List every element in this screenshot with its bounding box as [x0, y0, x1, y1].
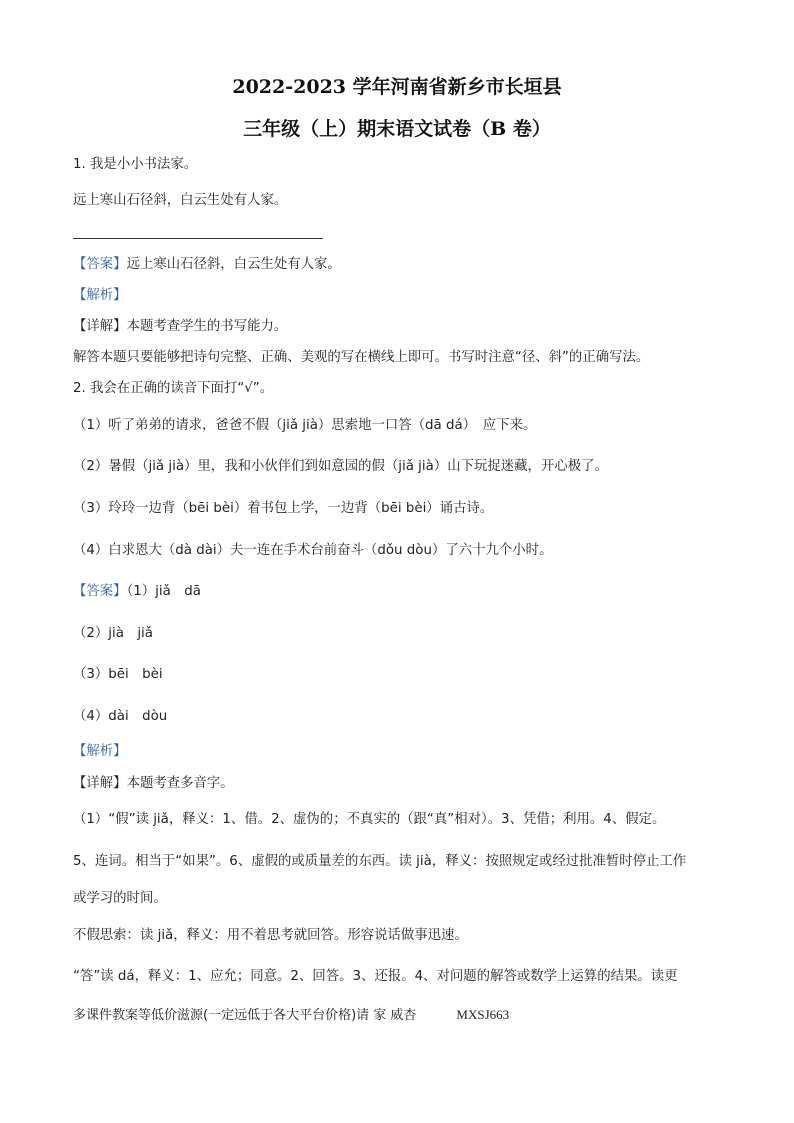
- q1-answer: [73, 256, 341, 274]
- q1-detail: [73, 318, 287, 336]
- q2-item: （4）白求恩大（dà dài）夫一连在手术台前奋斗（dǒu dòu）了六十九个小时。: [73, 543, 553, 558]
- detail-text: 本题考查学生的书写能力。: [126, 319, 288, 334]
- q2-answer-item: （4）dài dòu: [73, 709, 168, 724]
- q1-analysis-tag: 【解析】: [73, 288, 127, 303]
- q2-detail: [73, 775, 234, 793]
- q1-explain: 解答本题只要能够把诗句完整、正确、美观的写在横线上即可。书写时注意“径、斜”的正确写法。: [73, 350, 650, 365]
- answer-tag: 【答案】: [73, 257, 127, 272]
- q1-poem: 远上寒山石径斜，白云生处有人家。: [73, 193, 288, 208]
- q2-item: （1）听了弟弟的请求，爸爸不假（jiǎ jià）思索地一口答（dā dá） 应下来。: [73, 418, 537, 433]
- q2-explain-line: “答”读 dá，释义：1、应允；同意。2、回答。3、还报。4、对问题的解答或数学上运算的结果。读更: [73, 969, 678, 984]
- detail-tag: 【详解】: [73, 776, 127, 791]
- answer-blank-line: [73, 238, 323, 239]
- q2-answer-item: （2）jià jiǎ: [73, 626, 153, 641]
- q2-analysis-tag: 【解析】: [73, 744, 127, 759]
- title-line-1: 2022-2023 学年河南省新乡市长垣县: [232, 76, 562, 98]
- q2-explain-line: 不假思索：读 jiǎ，释义：用不着思考就回答。形容说话做事迅速。: [73, 928, 468, 943]
- footer-text: 多课件教案等低价滋源(一定远低于各大平台价格)请 家 威杏: [73, 1008, 417, 1023]
- q2-answer-item: （3）bēi bèi: [73, 667, 163, 682]
- detail-text: 本题考查多音字。: [126, 776, 234, 791]
- q2-item: （3）玲玲一边背（bēi bèi）着书包上学，一边背（bēi bèi）诵古诗。: [73, 501, 494, 516]
- q2-item: （2）暑假（jiǎ jià）里，我和小伙伴们到如意园的假（jiǎ jià）山下玩捉迷藏，开心极了。: [73, 459, 608, 474]
- q2-explain-line: 或学习的时间。: [73, 891, 167, 906]
- answer-tag: 【答案】: [73, 584, 127, 599]
- q2-explain-line: 5、连词。相当于“如果”。6、虚假的或质量差的东西。读 jià，释义：按照规定或经过批准暂时停止工作: [73, 854, 687, 869]
- q2-stem: 2. 我会在正确的读音下面打“√”。: [73, 381, 274, 396]
- detail-tag: 【详解】: [73, 319, 127, 334]
- title-line-2: 三年级（上）期末语文试卷（B 卷）: [243, 118, 551, 140]
- answer-text: （1）jiǎ dā: [126, 584, 201, 599]
- footer-note: [73, 1004, 509, 1023]
- answer-text: 远上寒山石径斜，白云生处有人家。: [126, 257, 341, 272]
- q2-answer: [73, 583, 201, 601]
- q1-stem: 1. 我是小小书法家。: [73, 157, 198, 172]
- q2-explain-line: （1）“假”读 jiǎ，释义：1、借。2、虚伪的；不真实的（跟“真”相对）。3、凭借；利用。4、假定。: [73, 812, 666, 827]
- footer-code: MXSJ663: [456, 1007, 510, 1022]
